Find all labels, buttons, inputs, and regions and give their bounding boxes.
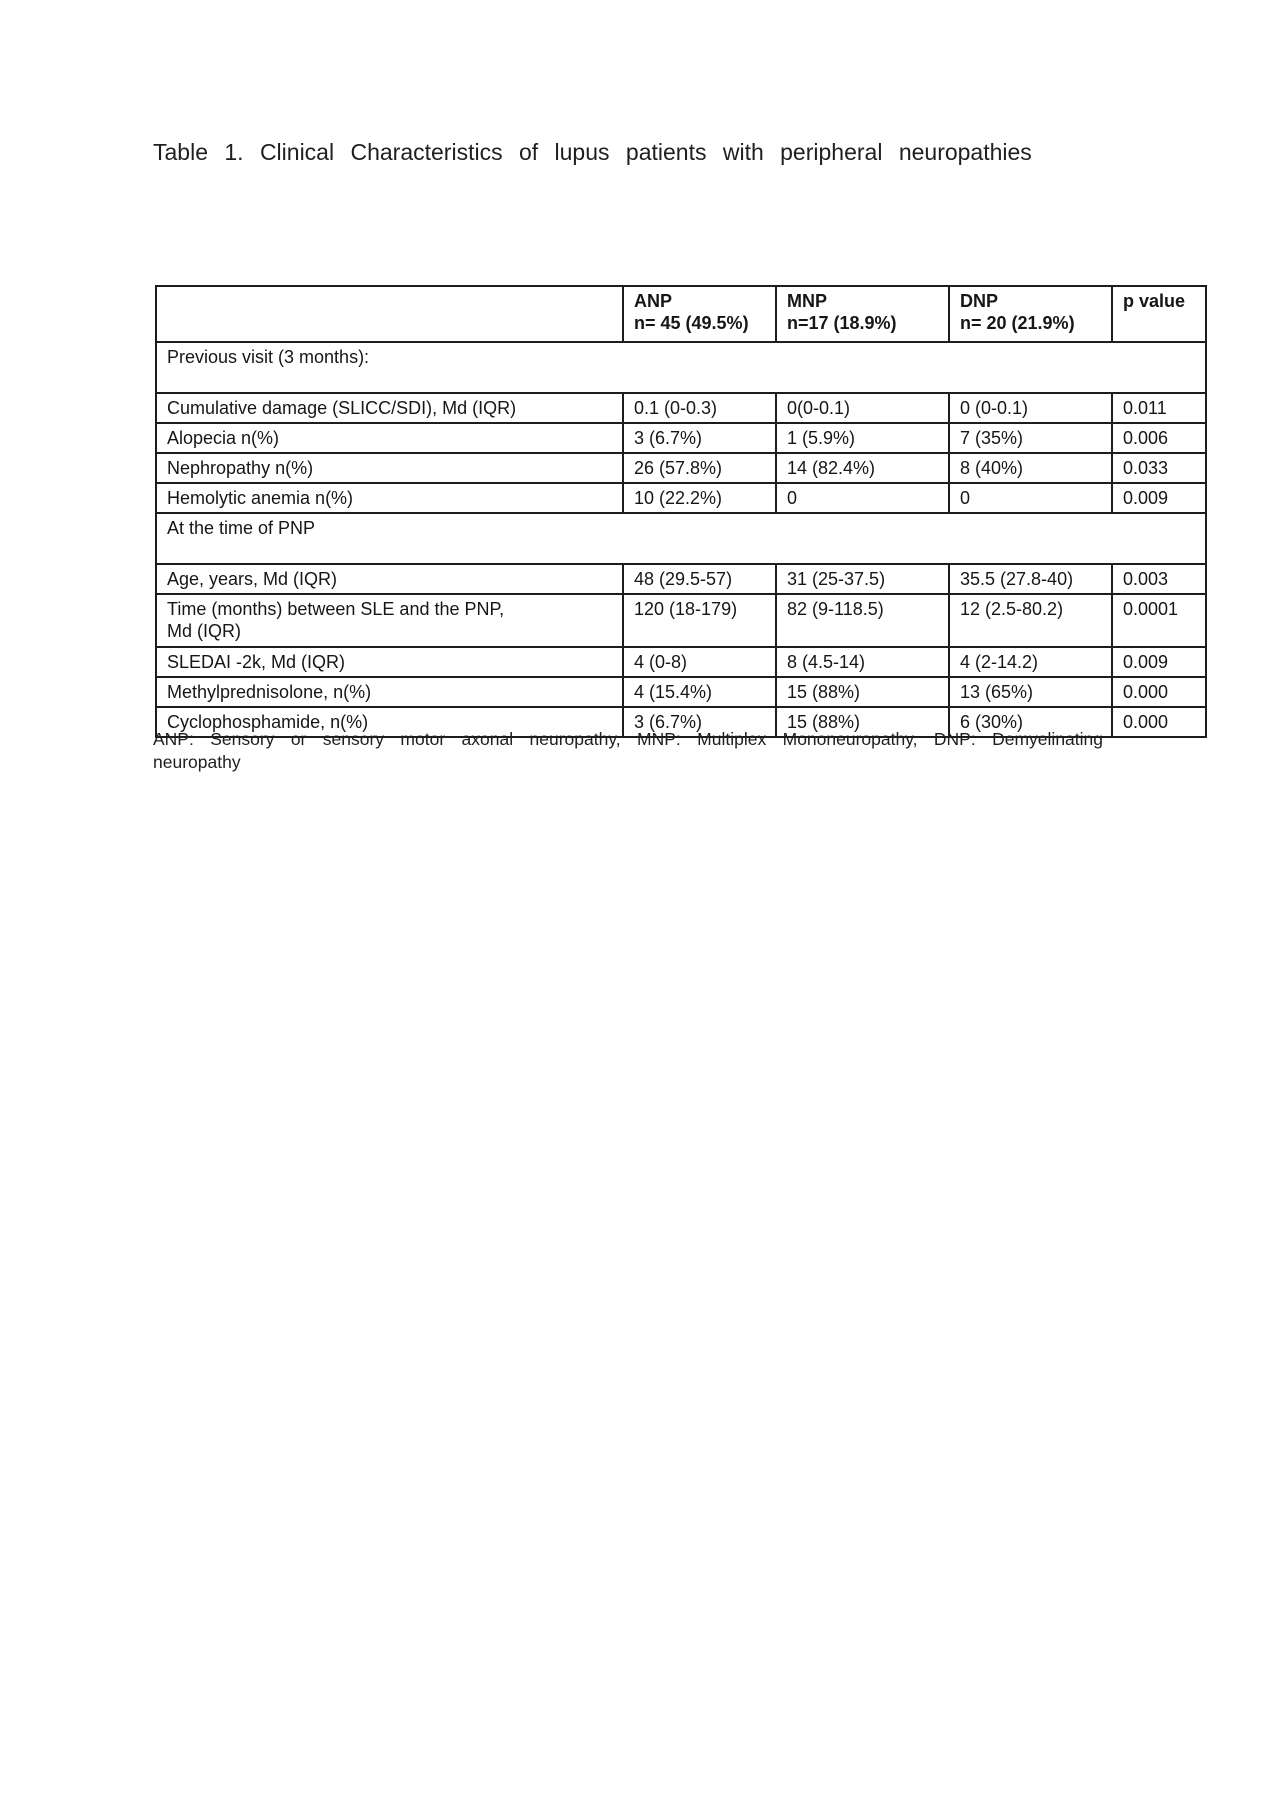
clinical-characteristics-table <box>155 285 1207 738</box>
table-row-age <box>156 564 1206 594</box>
cell-mnp: 0 <box>776 483 949 513</box>
row-label: SLEDAI -2k, Md (IQR) <box>156 647 623 677</box>
cell-mnp: 1 (5.9%) <box>776 423 949 453</box>
row-label: Hemolytic anemia n(%) <box>156 483 623 513</box>
cell-dnp: 4 (2-14.2) <box>949 647 1112 677</box>
column-header-dnp-name: DNP <box>960 291 999 311</box>
cell-pvalue: 0.009 <box>1112 647 1206 677</box>
cell-dnp: 7 (35%) <box>949 423 1112 453</box>
table-row-nephropathy <box>156 453 1206 483</box>
row-label: Alopecia n(%) <box>156 423 623 453</box>
row-label: Cyclophosphamide, n(%) <box>156 707 623 737</box>
cell-mnp: 14 (82.4%) <box>776 453 949 483</box>
row-label <box>156 594 623 647</box>
cell-pvalue: 0.011 <box>1112 393 1206 423</box>
section-row-at-time-of-pnp <box>156 513 1206 564</box>
cell-mnp: 8 (4.5-14) <box>776 647 949 677</box>
cell-anp: 4 (15.4%) <box>623 677 776 707</box>
page-title: Table 1. Clinical Characteristics of lupus patients with peripheral neuropathies <box>153 139 1032 165</box>
cell-anp: 3 (6.7%) <box>623 707 776 737</box>
cell-dnp: 12 (2.5-80.2) <box>949 594 1112 647</box>
cell-dnp: 8 (40%) <box>949 453 1112 483</box>
header-empty-cell <box>156 286 623 342</box>
cell-anp: 10 (22.2%) <box>623 483 776 513</box>
section-row-previous-visit <box>156 342 1206 393</box>
column-header-dnp-n: n= 20 (21.9%) <box>960 313 1075 333</box>
table-footnote: ANP: Sensory or sensory motor axonal neuropathy, MNP: Multiplex Mononeuropathy, DNP: Demyelinating neuropathy <box>153 729 1103 772</box>
cell-dnp: 6 (30%) <box>949 707 1112 737</box>
cell-pvalue: 0.009 <box>1112 483 1206 513</box>
table-row-sledai-2k <box>156 647 1206 677</box>
column-header-anp-name: ANP <box>634 291 673 311</box>
cell-mnp: 15 (88%) <box>776 707 949 737</box>
section-header: Previous visit (3 months): <box>156 342 1206 393</box>
cell-dnp: 35.5 (27.8-40) <box>949 564 1112 594</box>
cell-pvalue: 0.0001 <box>1112 594 1206 647</box>
section-header: At the time of PNP <box>156 513 1206 564</box>
cell-mnp: 15 (88%) <box>776 677 949 707</box>
column-header-mnp-n: n=17 (18.9%) <box>787 313 897 333</box>
cell-pvalue: 0.033 <box>1112 453 1206 483</box>
row-label: Methylprednisolone, n(%) <box>156 677 623 707</box>
row-label: Nephropathy n(%) <box>156 453 623 483</box>
column-header-anp-n: n= 45 (49.5%) <box>634 313 749 333</box>
table-row-hemolytic-anemia <box>156 483 1206 513</box>
table-header-row <box>156 286 1206 342</box>
cell-anp: 48 (29.5-57) <box>623 564 776 594</box>
table-row-cumulative-damage <box>156 393 1206 423</box>
cell-dnp: 13 (65%) <box>949 677 1112 707</box>
row-label: Cumulative damage (SLICC/SDI), Md (IQR) <box>156 393 623 423</box>
row-label: Age, years, Md (IQR) <box>156 564 623 594</box>
column-header-mnp-name: MNP <box>787 291 827 311</box>
row-label-text: Time (months) between SLE and the PNP, Md (IQR) <box>167 599 505 641</box>
cell-pvalue: 0.000 <box>1112 677 1206 707</box>
cell-anp: 26 (57.8%) <box>623 453 776 483</box>
cell-anp: 3 (6.7%) <box>623 423 776 453</box>
cell-pvalue: 0.000 <box>1112 707 1206 737</box>
cell-dnp: 0 (0-0.1) <box>949 393 1112 423</box>
column-header-mnp <box>776 286 949 342</box>
cell-pvalue: 0.006 <box>1112 423 1206 453</box>
cell-mnp: 31 (25-37.5) <box>776 564 949 594</box>
table-row-time-between-sle-and-pnp <box>156 594 1206 647</box>
column-header-dnp <box>949 286 1112 342</box>
cell-anp: 120 (18-179) <box>623 594 776 647</box>
cell-anp: 0.1 (0-0.3) <box>623 393 776 423</box>
cell-mnp: 0(0-0.1) <box>776 393 949 423</box>
column-header-pvalue: p value <box>1112 286 1206 342</box>
cell-mnp: 82 (9-118.5) <box>776 594 949 647</box>
table-row-alopecia <box>156 423 1206 453</box>
cell-anp: 4 (0-8) <box>623 647 776 677</box>
cell-dnp: 0 <box>949 483 1112 513</box>
table-row-methylprednisolone <box>156 677 1206 707</box>
cell-pvalue: 0.003 <box>1112 564 1206 594</box>
column-header-anp <box>623 286 776 342</box>
